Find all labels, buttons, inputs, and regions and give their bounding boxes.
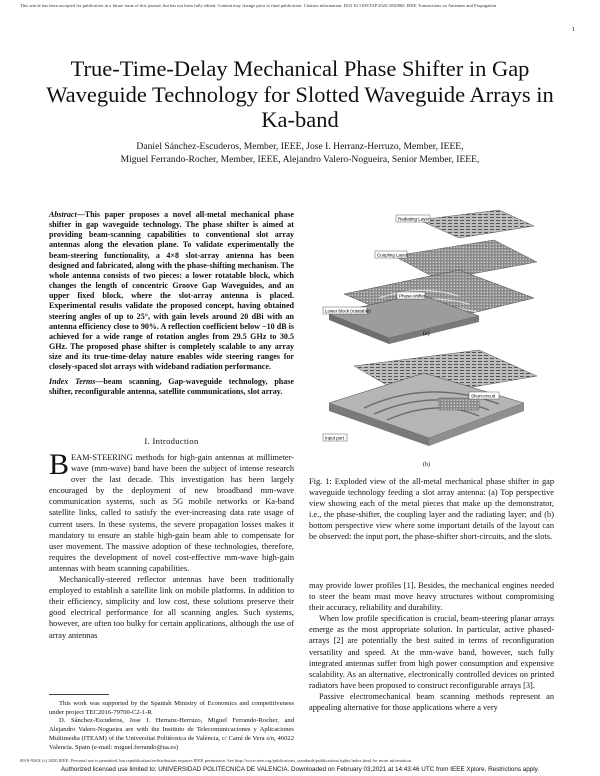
figure-1a [323,210,537,344]
introduction-body [49,448,294,641]
figure-1-illustration [309,198,554,473]
index-terms [49,377,294,397]
drop-cap: B [49,448,70,481]
index-terms-text: —beam scanning, Gap-waveguide technology, phase shifter, reconfigurable antenna, satellite communications, slot array. [49,377,294,397]
short-circuit-region [439,398,479,410]
index-terms-label: Index Terms [49,377,96,386]
abstract [49,210,294,373]
label-lower-block: Lower block (rotatable) [325,308,371,314]
intro-paragraph-2: Mechanically-steered reflector antennas have been traditionally employed to establish a satellite link on mobile platforms. In addition to their efficiency, simplicity and low cost, these solutions preserve their good electrical performance for all scanning angles. Such systems, however, are often too bulky for certain applications, although the use of array antennas [49,575,294,640]
right-paragraph-3: Passive electromechanical beam scanning methods represent an appealing alternative for those applications where a very [309,691,554,713]
section-heading-introduction: I. Introduction [144,436,199,446]
intro-paragraph-1-text: EAM-STEERING methods for high-gain antennas at millimeter-wave (mm-wave) band have been the subject of intense research over the last decade. This investigation has been largely encouraged by the deployment of new broadband mm-wave communication systems, such as 5G mobile networks or Ka-band satellite links, called to satisfy the ever-increasing data rate usage of current users. In these systems, the severe propagation losses makes it mandatory to ensure an stable high-gain beam able to compensate for user movement. The massive adoption of these technologies, therefore, requires the development of novel cost-effective mm-wave high-gain antennas with beam scanning capabilities. [49,453,294,573]
paper-title: True-Time-Delay Mechanical Phase Shifter in Gap Waveguide Technology for Slotted Waveguide Arrays in Ka-band [46,56,554,132]
subfigure-b-label: (b) [423,462,430,468]
right-paragraph-1: may provide lower profiles [1]. Besides, the mechanical engines needed to steer the beam must move heavy structures without compromising their accuracy, reliability and durability. [309,581,554,613]
figure-1b [323,350,537,468]
right-paragraph-2: When low profile specification is crucial, beam-steering planar arrays emerge as the most appropriate solution. In particular, active phased-arrays [2] are potentially the best suited in terms of reconfiguration versatility and speed. At the mm-wave band, however, such fully integrated antennas suffer from high power consumption and expensive scalability. As an alternative, electronically controlled devices on printed radiators have been proposed to construct reconfigurable arrays [3]. [309,614,554,690]
right-column-body [309,580,554,713]
intro-paragraph-1 [49,448,294,574]
authors-line-2: Miguel Ferrando-Rocher, Member, IEEE, Alejandro Valero-Nogueira, Senior Member, IEEE, [120,154,480,165]
label-coupling-layer: Coupling Layer [377,252,408,258]
abstract-label: Abstract [49,210,77,219]
abstract-text: —This paper proposes a novel all-metal mechanical phase shifter in gap waveguide technology. The phase shifter is aimed at providing beam-scanning capabilities to conventional slot array antennas along the elevation plane. To validate experimentally the beam-steering functionality, a 4×8 slot-array antenna has been designed and fabricated, along with the phase-shifting mechanism. The whole antenna consists of two pieces: a lower rotatable block, which changes the length of concentric Groove Gap Waveguides, and an upper fixed block, where the slot-array antenna is placed. Experimental results validate the proposed concept, having obtained steering angles of up to 25°, with gain levels around 20 dBi with an antenna efficiency close to 90%. A reflection coefficient below −10 dB is achieved for a wide range of rotation angles from 29.5 GHz to 30.5 GHz. The proposed phase shifter is completely scalable to any array size and its true-time-delay nature enables wide steering ranges for closely-spaced slot arrays with wideband radiation performance. [49,210,294,372]
copyright-notice: 0018-926X (c) 2020 IEEE. Personal use is permitted, but republication/redistribution requires IEEE permission. See http://www.ieee.org/publications_standards/publications/rights/index.html for more information. [20,758,413,763]
authorized-use-notice: Authorized licensed use limited to: UNIVERSIDAD POLITECNICA DE VALENCIA. Downloaded on February 03,2021 at 14:43:46 UTC from IEEE Xplore. Restrictions apply. [60,766,540,773]
footnote-rule [49,694,109,695]
page-number: 1 [571,26,575,33]
label-input-port: Input port [325,435,345,441]
figure-1 [309,198,554,473]
journal-notice: This article has been accepted for publication in a future issue of this journal, but has not been fully edited. Content may change prior to final publication. Citation information: DOI 10.1109/TAP.2020.3030860, IEEE Transactions on Antennas and Propagation [20,3,497,8]
figure-1-caption: Fig. 1: Exploded view of the all-metal mechanical phase shifter in gap waveguide technology feeding a slot array antenna: (a) Top perspective view showing each of the metal pieces that make up the demonstrator, i.e., the phase-shifter, the coupling layer and the radiating layer; and (b) bottom perspective view where some important details of the layout can be observed: the input port, the phase-shifter short-circuits, and the slots. [309,477,554,542]
radiating-layer-plate [419,210,534,238]
label-radiating-layer: Radiating Layer [398,216,430,222]
author-list [40,140,560,166]
authors-line-1: Daniel Sánchez-Escuderos, Member, IEEE, Jose I. Herranz-Herruzo, Member, IEEE, [136,141,464,152]
footnote-funding: This work was supported by the Spanish Ministry of Economics and competitiveness under project TEC2016-79700-C2-1-R [49,700,294,716]
label-phase-shifter: Phase-shifter [399,293,426,299]
footnote-affiliation: D. Sánchez-Escuderos, Jose I. Herranz-Herruzo, Miguel Ferrando-Rocher, and Alejandro Valero-Nogueira are with the Instituto de Telecomunicaciones y Aplicaciones Multimedia (ITEAM) of the Universitat Politècnica de València, c/ Camí de Vera s/n, 46022 Valencia. Spain (e-mail: miguel.ferrando@ua.es) [49,717,294,751]
subfigure-a-label: (a) [423,331,430,337]
footnote [49,700,294,752]
label-short-circuit: Short-circuit [471,393,496,399]
